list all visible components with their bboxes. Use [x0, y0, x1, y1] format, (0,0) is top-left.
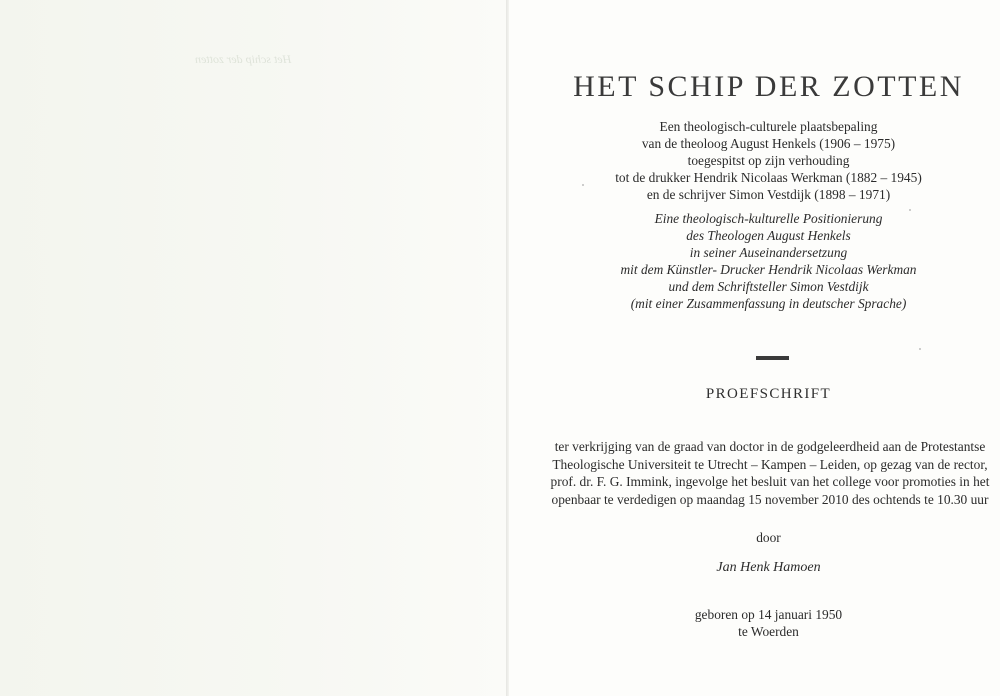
degree-statement-line: openbaar te verdedigen op maandag 15 november 2010 des ochtends te 10.30 uur [551, 491, 989, 507]
paper-speck [582, 184, 584, 186]
section-divider [756, 356, 789, 360]
bleed-through-text: Het schip der zotten [195, 52, 292, 66]
german-subtitle-line: Eine theologisch-kulturelle Positionierung [654, 211, 883, 226]
german-subtitle-line: und dem Schriftsteller Simon Vestdijk [668, 279, 869, 294]
birth-info [511, 606, 1000, 640]
birth-place: te Woerden [738, 624, 799, 639]
degree-statement-line: ter verkrijging van de graad van doctor in de godgeleerdheid aan de Protestantse [554, 439, 986, 454]
degree-statement [540, 438, 1000, 508]
german-subtitle-line: mit dem Künstler- Drucker Hendrik Nicolaas Werkman [620, 262, 917, 277]
birth-date: geboren op 14 januari 1950 [694, 607, 843, 622]
degree-statement-line: Theologische Universiteit te Utrecht – Kampen – Leiden, op gezag van de rector, [552, 456, 988, 472]
german-subtitle-line: (mit einer Zusammenfassung in deutscher Sprache) [630, 296, 907, 311]
dutch-subtitle [511, 118, 1000, 203]
by-label: door [756, 530, 781, 545]
paper-speck [909, 209, 911, 211]
dutch-subtitle-line: Een theologisch-culturele plaatsbepaling [659, 119, 878, 134]
dutch-subtitle-line: en de schrijver Simon Vestdijk (1898 – 1971) [646, 187, 891, 202]
german-subtitle-line: in seiner Auseinandersetzung [689, 245, 848, 260]
german-subtitle-line: des Theologen August Henkels [686, 228, 851, 243]
dutch-subtitle-line: toegespitst op zijn verhouding [687, 153, 850, 168]
dutch-subtitle-line: van de theoloog August Henkels (1906 – 1975) [641, 136, 896, 151]
right-page [509, 0, 1000, 696]
german-subtitle [511, 210, 1000, 312]
dutch-subtitle-line: tot de drukker Hendrik Nicolaas Werkman (1882 – 1945) [615, 170, 922, 185]
degree-statement-line: prof. dr. F. G. Immink, ingevolge het besluit van het college voor promoties in het [550, 474, 990, 489]
author-name: Jan Henk Hamoen [716, 560, 821, 575]
paper-speck [919, 348, 921, 350]
page-title: HET SCHIP DER ZOTTEN [573, 70, 964, 103]
proefschrift-heading: PROEFSCHRIFT [705, 386, 832, 402]
